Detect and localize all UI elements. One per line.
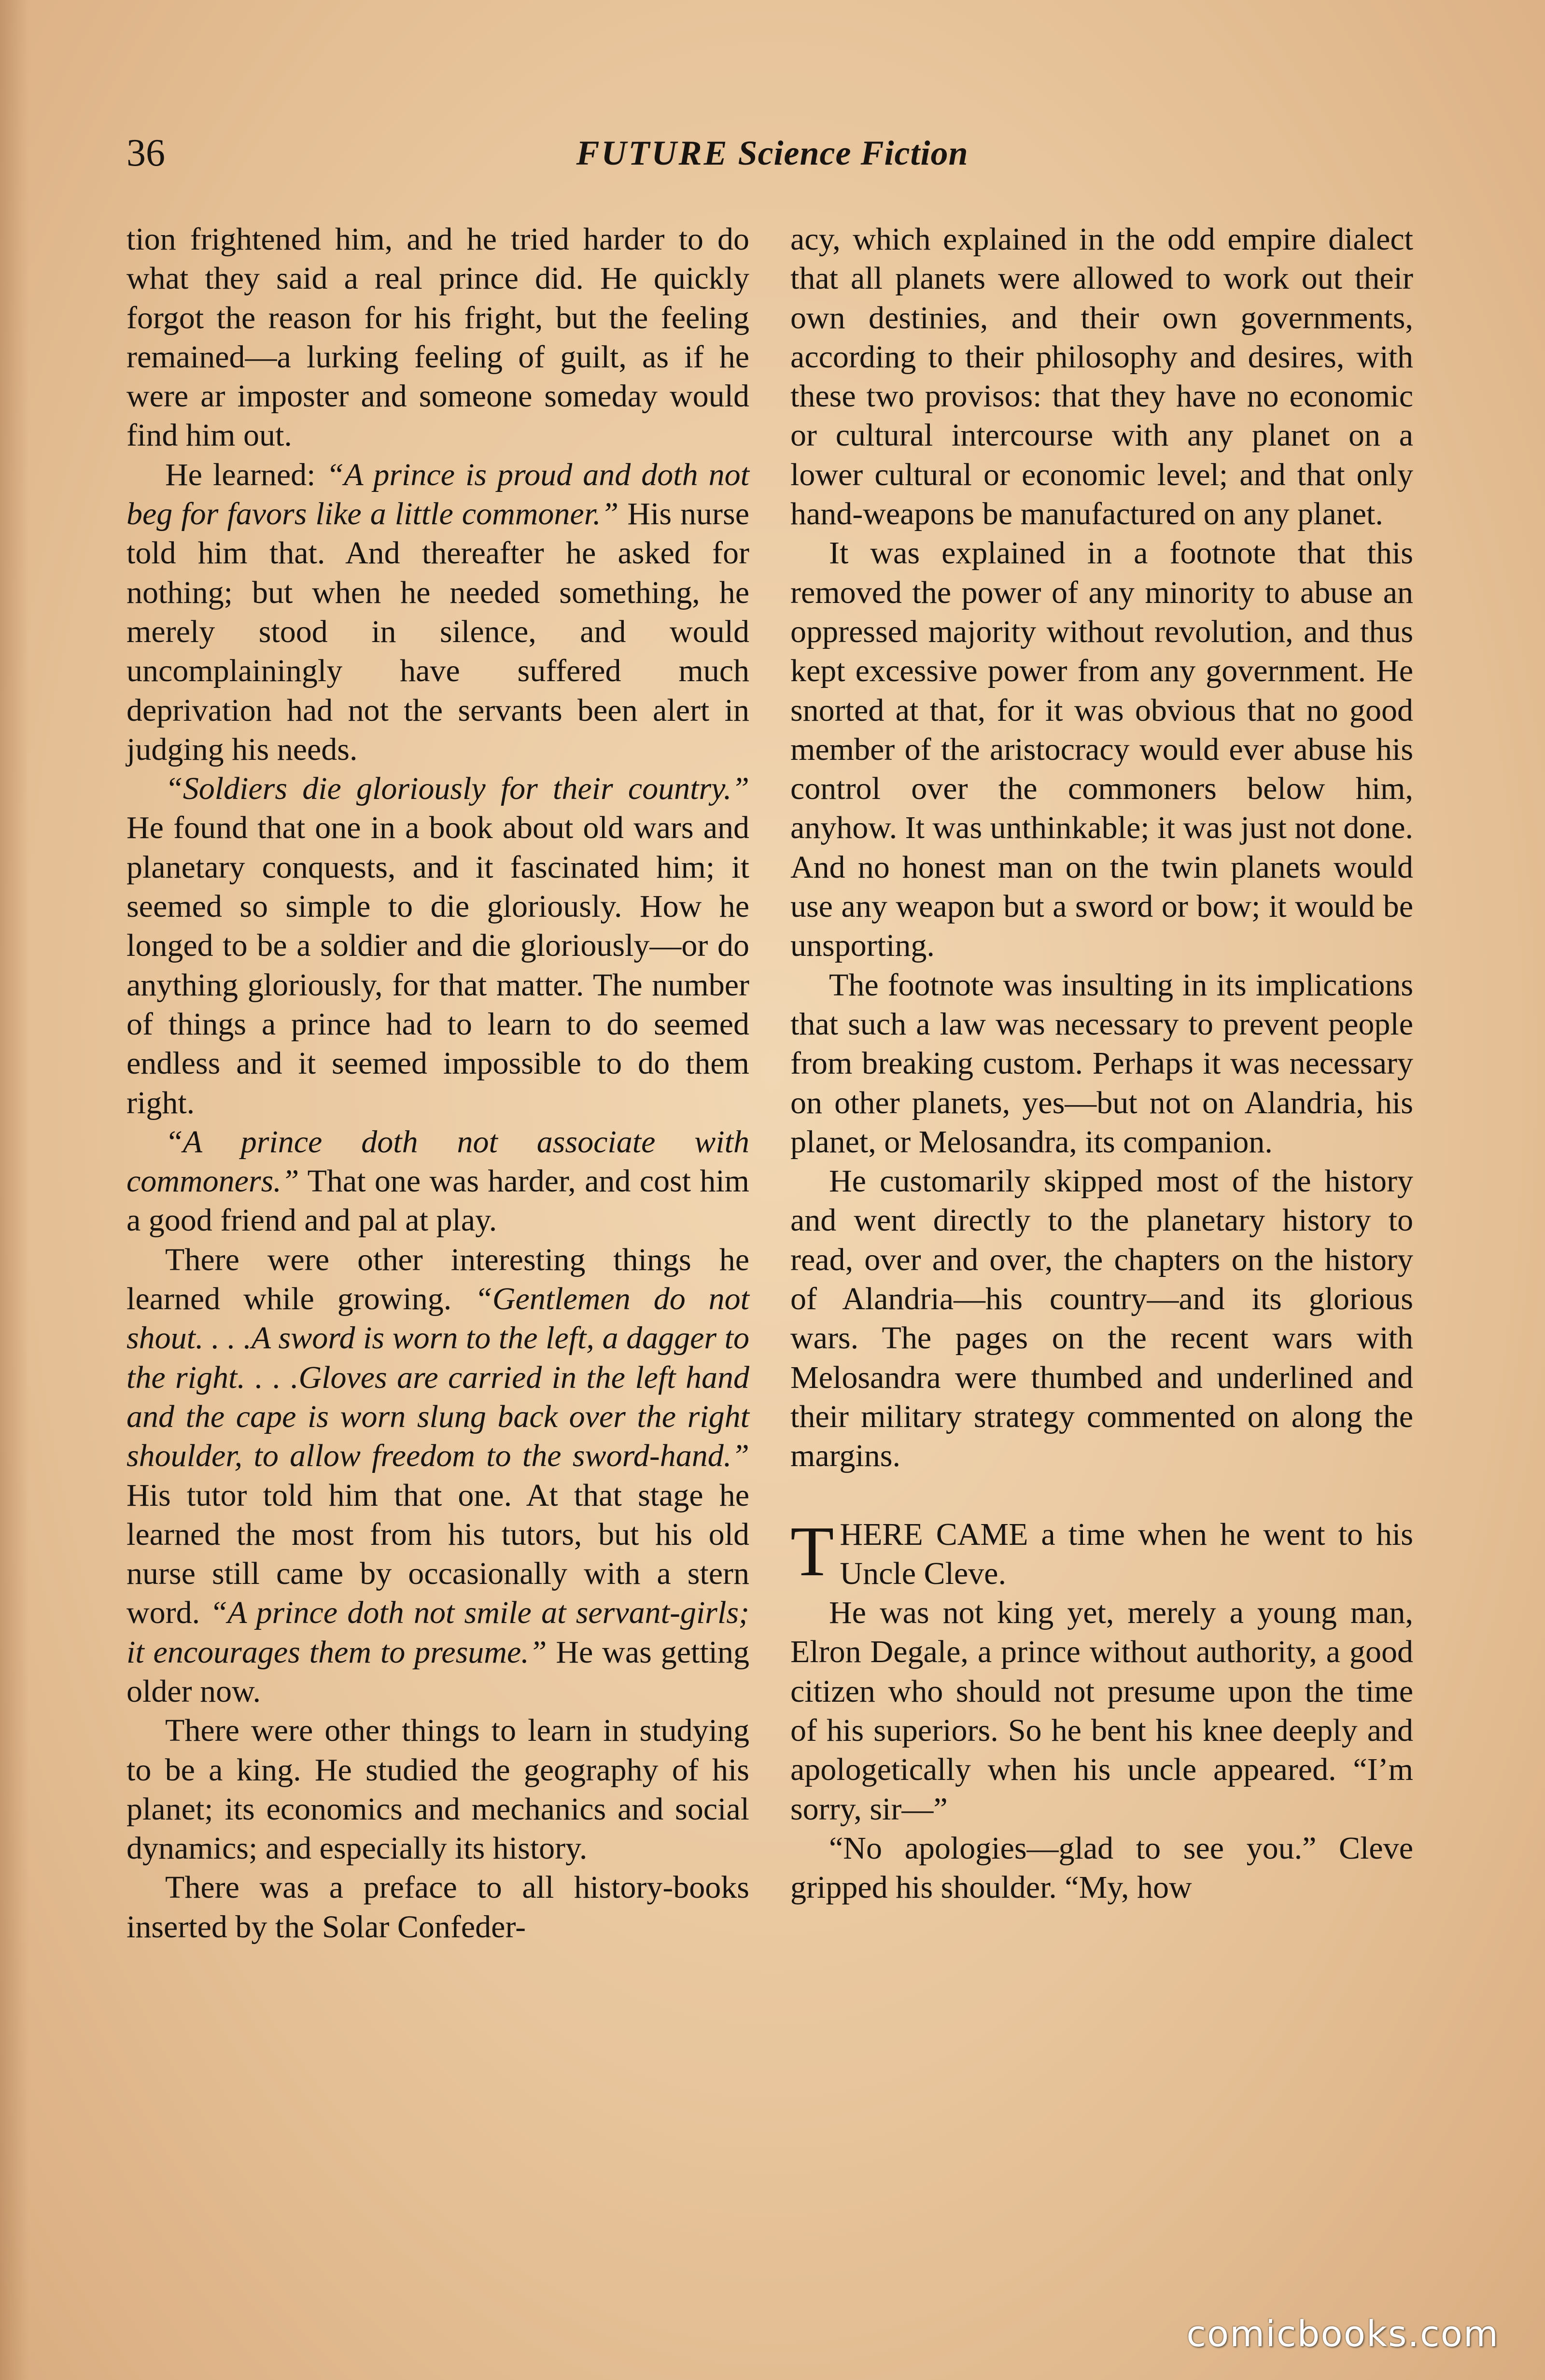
paragraph: He customarily skipped most of the history and went directly to the planetary history to read, over and over, the chapters on the history of Alandria—his country—and its glorious wars. The pages on the recent wars with Melosandra were thumbed and underlined and their military strategy commented on along the margins. bbox=[790, 1163, 1413, 1474]
page-number: 36 bbox=[126, 132, 165, 174]
text-run: His tutor told him that one. At that stage he learned the most from his tutors, but his old nurse still came by occasionally with a stern word. bbox=[126, 1477, 749, 1631]
quoted-maxim: “A prince is proud and doth not beg for favors like a little commoner.” bbox=[126, 457, 749, 532]
page-binding-shadow bbox=[0, 0, 29, 2380]
text-run: a time when he went to his Uncle Cleve. bbox=[840, 1516, 1413, 1591]
site-watermark: comicbooks.com bbox=[1186, 2313, 1499, 2355]
paragraph bbox=[126, 455, 749, 769]
quoted-maxim: “A prince doth not associate with commoners.” bbox=[126, 1124, 749, 1199]
paragraph: It was explained in a footnote that this removed the power of any minority to abuse an oppressed majority without revolution, and thus kept excessive power from any government. He snorted at that, for it was obvious that no good member of the aristocracy would ever abuse his control over the commoners below him, anyhow. It was unthinkable; it was just not done. And no honest man on the twin planets would use any weapon but a sword or bow; it would be unsporting. bbox=[790, 535, 1413, 964]
paragraph: There were other things to learn in studying to be a king. He studied the geography of his planet; its economics and mechanics and social dynamics; and especially its history. bbox=[126, 1713, 749, 1866]
paragraph bbox=[126, 769, 749, 1122]
drop-cap: T bbox=[790, 1512, 834, 1591]
paragraph: acy, which explained in the odd empire dialect that all planets were allowed to work out their own destinies, and their own governments, according to their philosophy and desires, with these two provisos: that they have no economic or cultural intercourse with any planet on a lower cultural or economic level; and that only hand-weapons be manufactured on any planet. bbox=[790, 222, 1413, 532]
magazine-title-sub: Science Fiction bbox=[738, 134, 969, 172]
magazine-title-main: FUTURE bbox=[576, 134, 729, 172]
small-caps-run: HERE CAME bbox=[840, 1516, 1028, 1552]
running-head bbox=[126, 126, 1418, 180]
page-header bbox=[126, 126, 1418, 180]
left-column bbox=[126, 220, 749, 1946]
paragraph: tion frightened him, and he tried harder to do what they said a real prince did. He quickly forgot the reason for his fright, but the feeling remained—a lurking feeling of guilt, as if he were ar imposter and someone someday would find him out. bbox=[126, 222, 749, 453]
quoted-maxim: “A prince doth not smile at servant-girls; it encourages them to presume.” bbox=[126, 1595, 749, 1670]
paragraph bbox=[126, 1122, 749, 1240]
text-run: He was getting older now. bbox=[126, 1634, 749, 1709]
paragraph bbox=[126, 1240, 749, 1711]
paragraph: He was not king yet, merely a young man, Elron Degale, a prince without authority, a good citizen who should not presume upon the time of his superiors. So he bent his knee deeply and apologetically when his uncle appeared. “I’m sorry, sir—” bbox=[790, 1595, 1413, 1827]
paragraph: The footnote was insulting in its implications that such a law was necessary to prevent people from breaking custom. Perhaps it was necessary on other planets, yes—but not on Alandria, his planet, or Melosandra, its companion. bbox=[790, 967, 1413, 1160]
text-run: He learned: bbox=[165, 457, 326, 492]
paragraph: “No apologies—glad to see you.” Cleve gripped his shoulder. “My, how bbox=[790, 1830, 1413, 1905]
quoted-maxim: “Gentlemen do not shout. . . .A sword is worn to the left, a dagger to the right. . . .Gloves are carried in the left hand and the cape is worn slung back over the right shoulder, to allow freedom to the sword-hand.” bbox=[126, 1281, 749, 1474]
text-run: His nurse told him that. And thereafter he asked for nothing; but when he needed something, he merely stood in silence, and would uncomplainingly have suffered much deprivation had not the servants been alert in judging his needs. bbox=[126, 496, 749, 767]
text-run: He found that one in a book about old wars and planetary conquests, and it fascinated him; it seemed so simple to die gloriously. How he longed to be a soldier and die gloriously—or do anything gloriously, for that matter. The number of things a prince had to learn to do seemed endless and it seemed impossible to do them right. bbox=[126, 810, 749, 1120]
right-column bbox=[790, 220, 1413, 1907]
quoted-maxim: “Soldiers die gloriously for their country.” bbox=[165, 771, 749, 807]
text-run: There were other interesting things he learned while growing. bbox=[126, 1242, 749, 1317]
text-run: That one was harder, and cost him a good friend and pal at play. bbox=[126, 1163, 749, 1238]
paragraph: There was a preface to all history-books inserted by the Solar Confeder- bbox=[126, 1870, 749, 1945]
section-opening-paragraph bbox=[790, 1512, 1413, 1594]
